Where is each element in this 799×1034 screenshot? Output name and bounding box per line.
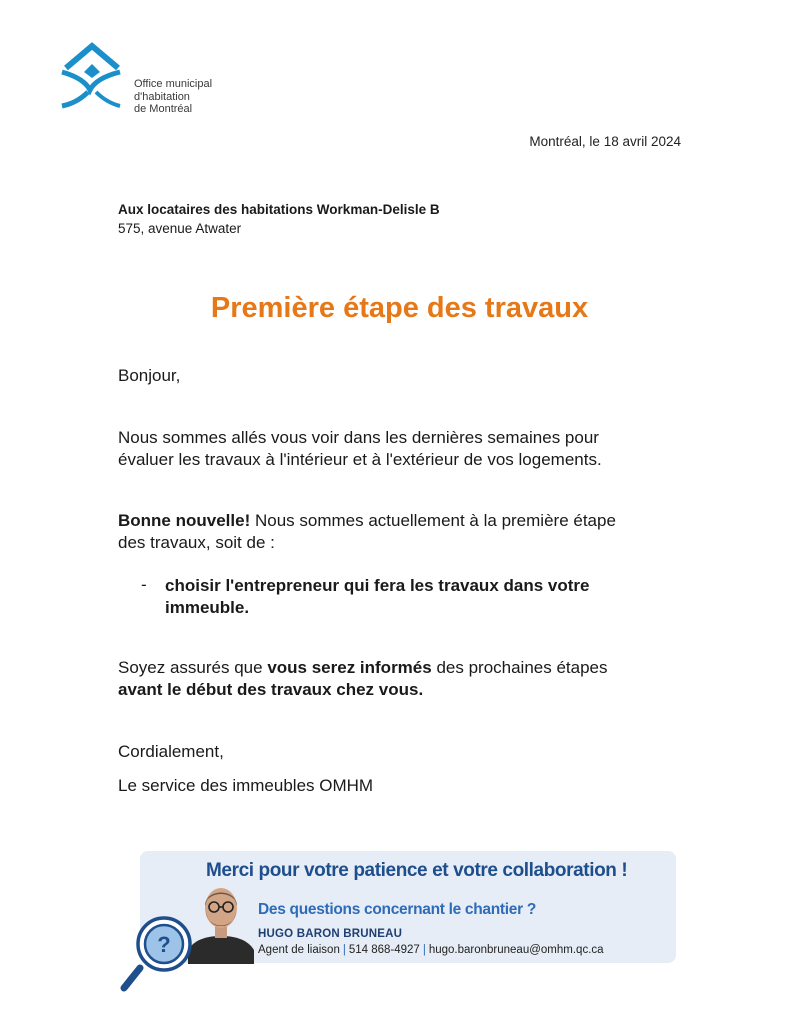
agent-email[interactable]: hugo.baronbruneau@omhm.qc.ca bbox=[428, 944, 604, 956]
good-news-rest: Nous sommes actuellement à la première étape bbox=[250, 511, 616, 530]
agent-name: HUGO BARON BRUNEAU bbox=[258, 928, 403, 940]
paragraph-visit-line-1: Nous sommes allés vous voir dans les dernières semaines pour bbox=[118, 428, 599, 447]
agent-phone[interactable]: 514 868-4927 bbox=[348, 944, 420, 956]
omhm-logo-icon bbox=[58, 42, 133, 117]
separator: | bbox=[342, 944, 346, 956]
paragraph-visit bbox=[118, 427, 678, 470]
bullet-line-2: immeuble. bbox=[165, 597, 250, 617]
magnifier-glyph: ? bbox=[157, 932, 171, 957]
logo-text bbox=[134, 78, 212, 116]
banner-question: Des questions concernant le chantier ? bbox=[258, 901, 537, 918]
bullet-dash: - bbox=[141, 575, 147, 594]
paragraph-good-news bbox=[118, 510, 678, 553]
logo-line-1: Office municipal bbox=[134, 78, 213, 90]
banner-title: Merci pour votre patience et votre collaboration ! bbox=[206, 860, 628, 881]
signature: Le service des immeubles OMHM bbox=[118, 776, 374, 795]
informed-bold-2: avant le début des travaux chez vous. bbox=[118, 679, 424, 699]
logo-line-2: d'habitation bbox=[134, 90, 190, 103]
paragraph-informed bbox=[118, 657, 678, 700]
closing: Cordialement, bbox=[118, 742, 224, 761]
paragraph-good-news-line-1 bbox=[118, 510, 678, 532]
recipient-address: 575, avenue Atwater bbox=[118, 220, 242, 236]
informed-bold-1: vous serez informés bbox=[267, 658, 432, 677]
paragraph-good-news-line-2: des travaux, soit de : bbox=[118, 532, 275, 552]
paragraph-informed-line-1 bbox=[118, 657, 678, 679]
paragraph-informed-line-2 bbox=[118, 679, 678, 701]
recipient-name: Aux locataires des habitations Workman-Delisle B bbox=[118, 202, 440, 217]
magnifier-question-icon bbox=[118, 908, 198, 994]
paragraph-visit-line-2: évaluer les travaux à l'intérieur et à l'extérieur de vos logements. bbox=[118, 449, 602, 469]
agent-contact-line bbox=[258, 944, 604, 956]
good-news-bold: Bonne nouvelle! bbox=[118, 511, 251, 530]
page-title: Première étape des travaux bbox=[210, 292, 589, 324]
logo-line-3: de Montréal bbox=[134, 103, 193, 115]
greeting: Bonjour, bbox=[118, 366, 181, 385]
letter-date: Montréal, le 18 avril 2024 bbox=[529, 134, 681, 149]
separator: | bbox=[422, 944, 426, 956]
bullet-line-1: choisir l'entrepreneur qui fera les travaux dans votre bbox=[165, 576, 590, 595]
informed-text-2: des prochaines étapes bbox=[431, 658, 608, 677]
bullet-item bbox=[165, 575, 665, 618]
omhm-logo bbox=[58, 42, 228, 117]
recipient-block bbox=[118, 201, 440, 238]
agent-role: Agent de liaison bbox=[258, 944, 340, 956]
informed-text-1: Soyez assurés que bbox=[118, 658, 268, 677]
